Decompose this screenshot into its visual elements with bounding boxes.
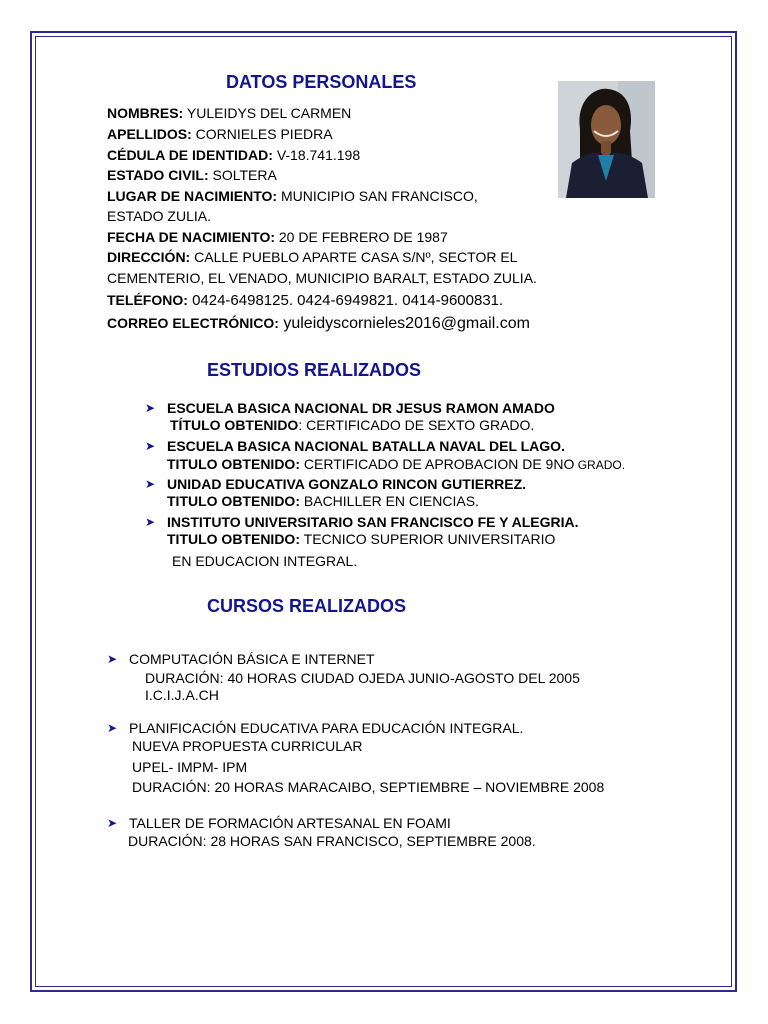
estudio-4-title-2: EN EDUCACION INTEGRAL. [172, 553, 358, 569]
cursos-heading: CURSOS REALIZADOS [207, 596, 407, 616]
lugar-nacimiento-line-2: ESTADO ZULIA. [107, 208, 211, 224]
curso-1-line-2: DURACIÓN: 40 HORAS CIUDAD OJEDA JUNIO-AGOSTO DEL 2005 [145, 670, 580, 686]
cedula-line: CÉDULA DE IDENTIDAD: V-18.741.198 [107, 147, 361, 163]
estudio-1-title: TÍTULO OBTENIDO: CERTIFICADO DE SEXTO GRADO. [170, 417, 535, 433]
estudio-2-school: ESCUELA BASICA NACIONAL BATALLA NAVAL DEL LAGO. [167, 438, 565, 454]
curso-2-line-4: DURACIÓN: 20 HORAS MARACAIBO, SEPTIEMBRE – NOVIEMBRE 2008 [132, 779, 605, 795]
telefono-line: TELÉFONO: 0424-6498125. 0424-6949821. 0414-9600831. [107, 292, 504, 309]
estudios-heading: ESTUDIOS REALIZADOS [207, 360, 422, 380]
direccion-line: DIRECCIÓN: CALLE PUEBLO APARTE CASA S/Nº, SECTOR EL [107, 249, 518, 265]
datos-personales-heading: DATOS PERSONALES [226, 72, 417, 92]
curso-2-line-2: NUEVA PROPUESTA CURRICULAR [132, 738, 363, 754]
estudio-4-school: INSTITUTO UNIVERSITARIO SAN FRANCISCO FE Y ALEGRIA. [167, 514, 579, 530]
curso-2-line-1: PLANIFICACIÓN EDUCATIVA PARA EDUCACIÓN INTEGRAL. [129, 720, 524, 736]
apellidos-line: APELLIDOS: CORNIELES PIEDRA [107, 126, 333, 142]
arrow-bullet-icon: ➤ [107, 721, 118, 735]
estudio-3-title: TITULO OBTENIDO: BACHILLER EN CIENCIAS. [167, 493, 479, 509]
estudio-4-title: TITULO OBTENIDO: TECNICO SUPERIOR UNIVERSITARIO [167, 531, 556, 547]
fecha-nacimiento-line: FECHA DE NACIMIENTO: 20 DE FEBRERO DE 1987 [107, 229, 448, 245]
arrow-bullet-icon: ➤ [145, 477, 156, 491]
arrow-bullet-icon: ➤ [145, 401, 156, 415]
estudio-1-school: ESCUELA BASICA NACIONAL DR JESUS RAMON AMADO [167, 400, 555, 416]
nombres-line: NOMBRES: YULEIDYS DEL CARMEN [107, 105, 352, 121]
curso-1-line-1: COMPUTACIÓN BÁSICA E INTERNET [129, 651, 375, 667]
estudio-3-school: UNIDAD EDUCATIVA GONZALO RINCON GUTIERREZ. [167, 476, 527, 492]
profile-photo [558, 81, 655, 198]
arrow-bullet-icon: ➤ [107, 816, 118, 830]
arrow-bullet-icon: ➤ [107, 652, 118, 666]
curso-2-line-3: UPEL- IMPM- IPM [132, 759, 248, 775]
lugar-nacimiento-line: LUGAR DE NACIMIENTO: MUNICIPIO SAN FRANCISCO, [107, 188, 478, 204]
profile-photo-illustration [558, 81, 655, 198]
estado-civil-line: ESTADO CIVIL: SOLTERA [107, 167, 277, 183]
direccion-line-2: CEMENTERIO, EL VENADO, MUNICIPIO BARALT, ESTADO ZULIA. [107, 270, 537, 286]
arrow-bullet-icon: ➤ [145, 515, 156, 529]
arrow-bullet-icon: ➤ [145, 439, 156, 453]
curso-1-line-3: I.C.I.J.A.CH [145, 687, 219, 703]
estudio-2-title: TITULO OBTENIDO: CERTIFICADO DE APROBACION DE 9NO GRADO. [167, 456, 626, 472]
curso-3-line-1: TALLER DE FORMACIÓN ARTESANAL EN FOAMI [129, 815, 451, 831]
correo-line: CORREO ELECTRÓNICO: yuleidyscornieles2016@gmail.com [107, 315, 530, 332]
curso-3-line-2: DURACIÓN: 28 HORAS SAN FRANCISCO, SEPTIEMBRE 2008. [128, 833, 536, 849]
